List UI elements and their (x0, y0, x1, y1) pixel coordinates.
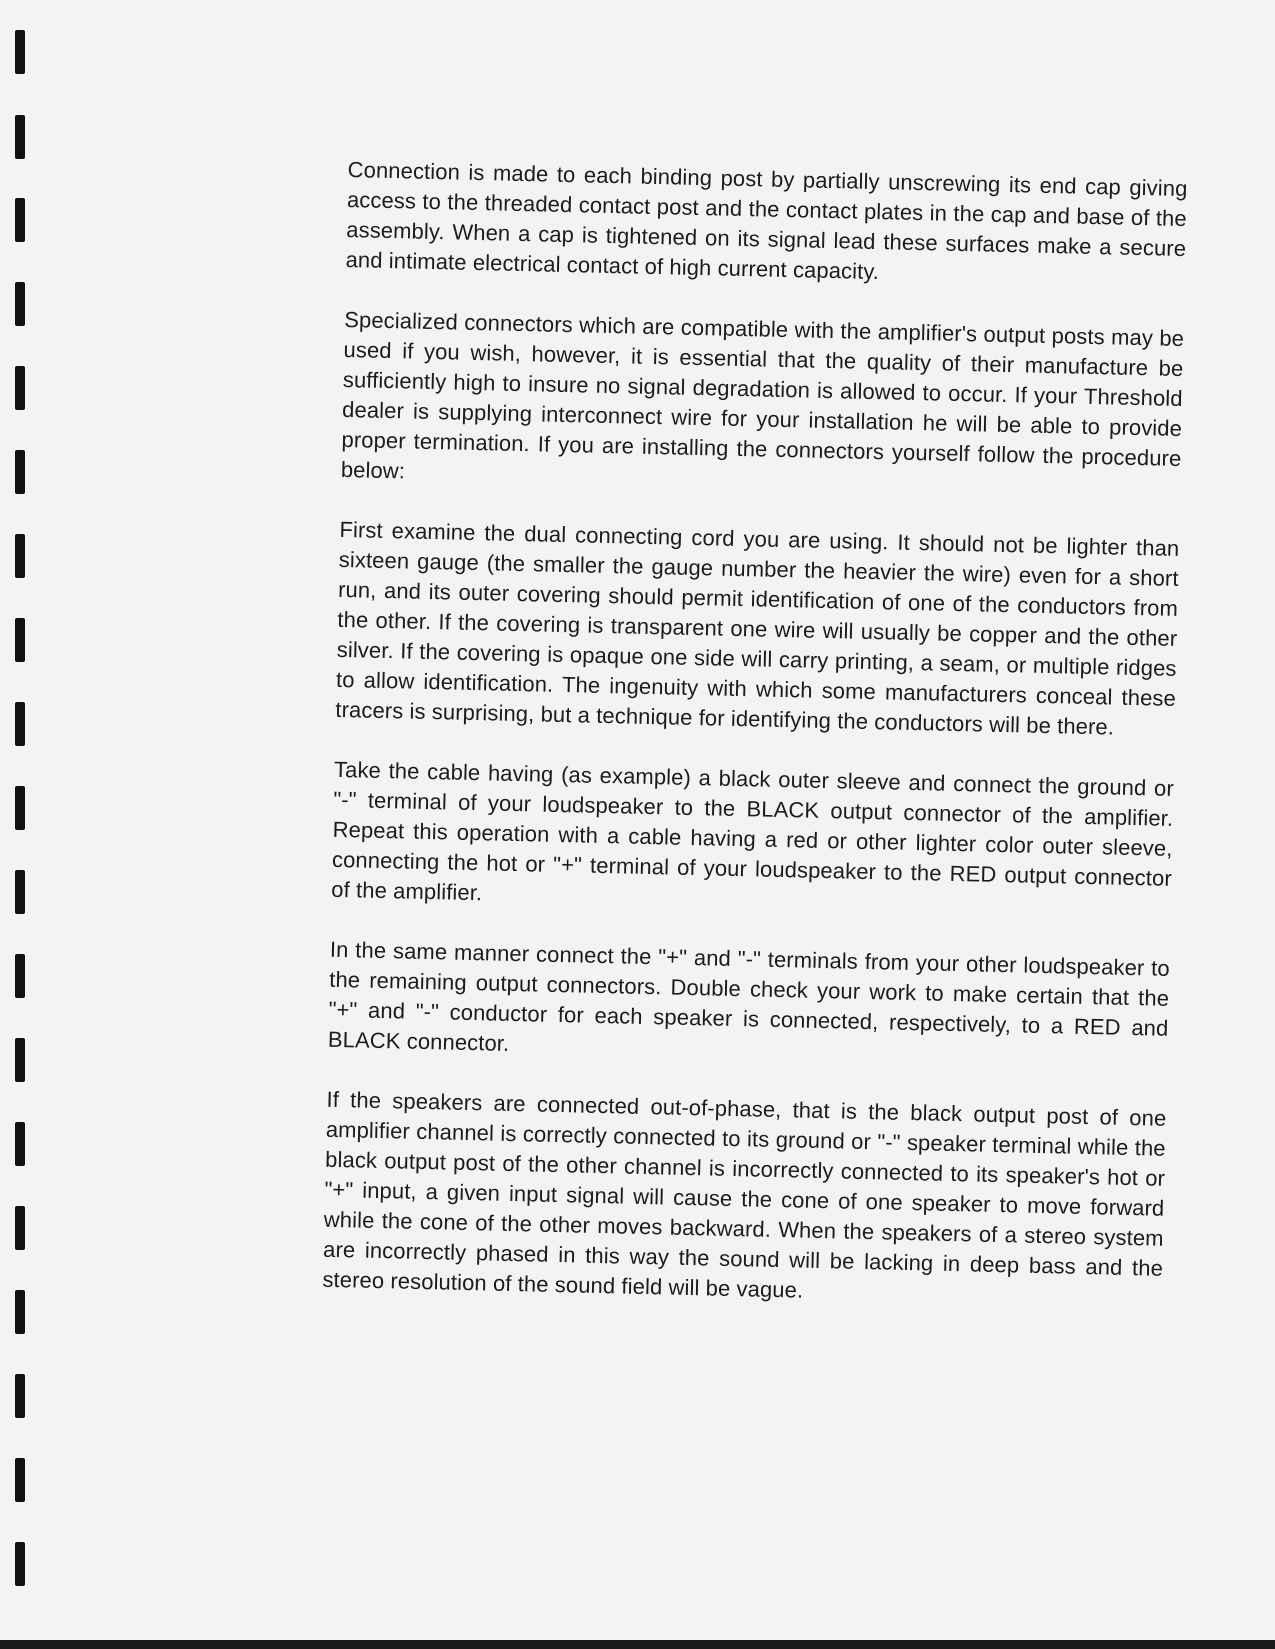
punch-hole (15, 534, 25, 578)
paragraph-specialized-connectors: Specialized connectors which are compatible with the amplifier's output posts may be used if you wish, however, it is essential that the quality of their manufacture be sufficiently high to insure no signal degradation is allowed to occur. If your Threshold dealer is supplying interconnect wire for your installation he will be able to provide proper termination. If you are installing the connectors yourself follow the procedure below: (340, 306, 1185, 484)
punch-hole (15, 1122, 25, 1166)
punch-hole (15, 1458, 25, 1502)
punch-hole (15, 786, 25, 830)
punch-hole (15, 450, 25, 494)
punch-hole (15, 1206, 25, 1250)
paragraph-binding-post-connection: Connection is made to each binding post by partially unscrewing its end cap giving access to the threaded contact post and the contact plates in the cap and base of the assembly. When a cap is tightened on its signal lead these surfaces make a secure and intimate electrical contact of high current capacity. (345, 156, 1188, 285)
punch-hole (15, 618, 25, 662)
punch-hole (15, 30, 25, 74)
punch-hole (15, 702, 25, 746)
punch-hole (15, 954, 25, 998)
punch-hole (15, 870, 25, 914)
punch-hole (15, 1374, 25, 1418)
paragraph-out-of-phase: If the speakers are connected out-of-phase, that is the black output post of one amplifier channel is correctly connected to its ground or "-" speaker terminal while the black output post of the other channel is incorrectly connected to its speaker's hot or "+" input, a given input signal will cause the cone of one speaker to move forward while the cone of the other moves backward. When the speakers of a stereo system are incorrectly phased in this way the sound will be lacking in deep bass and the stereo resolution of the sound field will be vague. (322, 1086, 1167, 1303)
punch-hole (15, 198, 25, 242)
paragraph-other-loudspeaker: In the same manner connect the "+" and "-" terminals from your other loudspeaker to the remaining output connectors. Double check your work to make certain that the "+" and "-" conductor for each speaker is connected, respectively, to a RED and BLACK connector. (327, 936, 1171, 1056)
punch-hole (15, 1290, 25, 1334)
scan-bottom-edge (0, 1640, 1275, 1649)
paragraph-connect-cable: Take the cable having (as example) a black outer sleeve and connect the ground or "-" terminal of your loudspeaker to the BLACK output connector of the amplifier. Repeat this operation with a cable having a red or other lighter color outer sleeve, connecting the hot or "+" terminal of your loudspeaker to the RED output connector of the amplifier. (331, 756, 1175, 906)
punch-hole (15, 1542, 25, 1586)
binding-holes (10, 0, 30, 1640)
body-text (321, 155, 1187, 1344)
punch-hole (15, 115, 25, 159)
punch-hole (15, 282, 25, 326)
punch-hole (15, 1038, 25, 1082)
punch-hole (15, 366, 25, 410)
paragraph-examine-cord: First examine the dual connecting cord you are using. It should not be lighter than sixteen gauge (the smaller the gauge number the heavier the wire) even for a short run, and its outer covering should permit identification of one of the conductors from the other. If the covering is transparent one wire will usually be copper and the other silver. If the covering is opaque one side will carry printing, a seam, or multiple ridges to allow identification. The ingenuity with which some manufacturers conceal these tracers is surprising, but a technique for identifying the conductors will be there. (335, 516, 1180, 740)
